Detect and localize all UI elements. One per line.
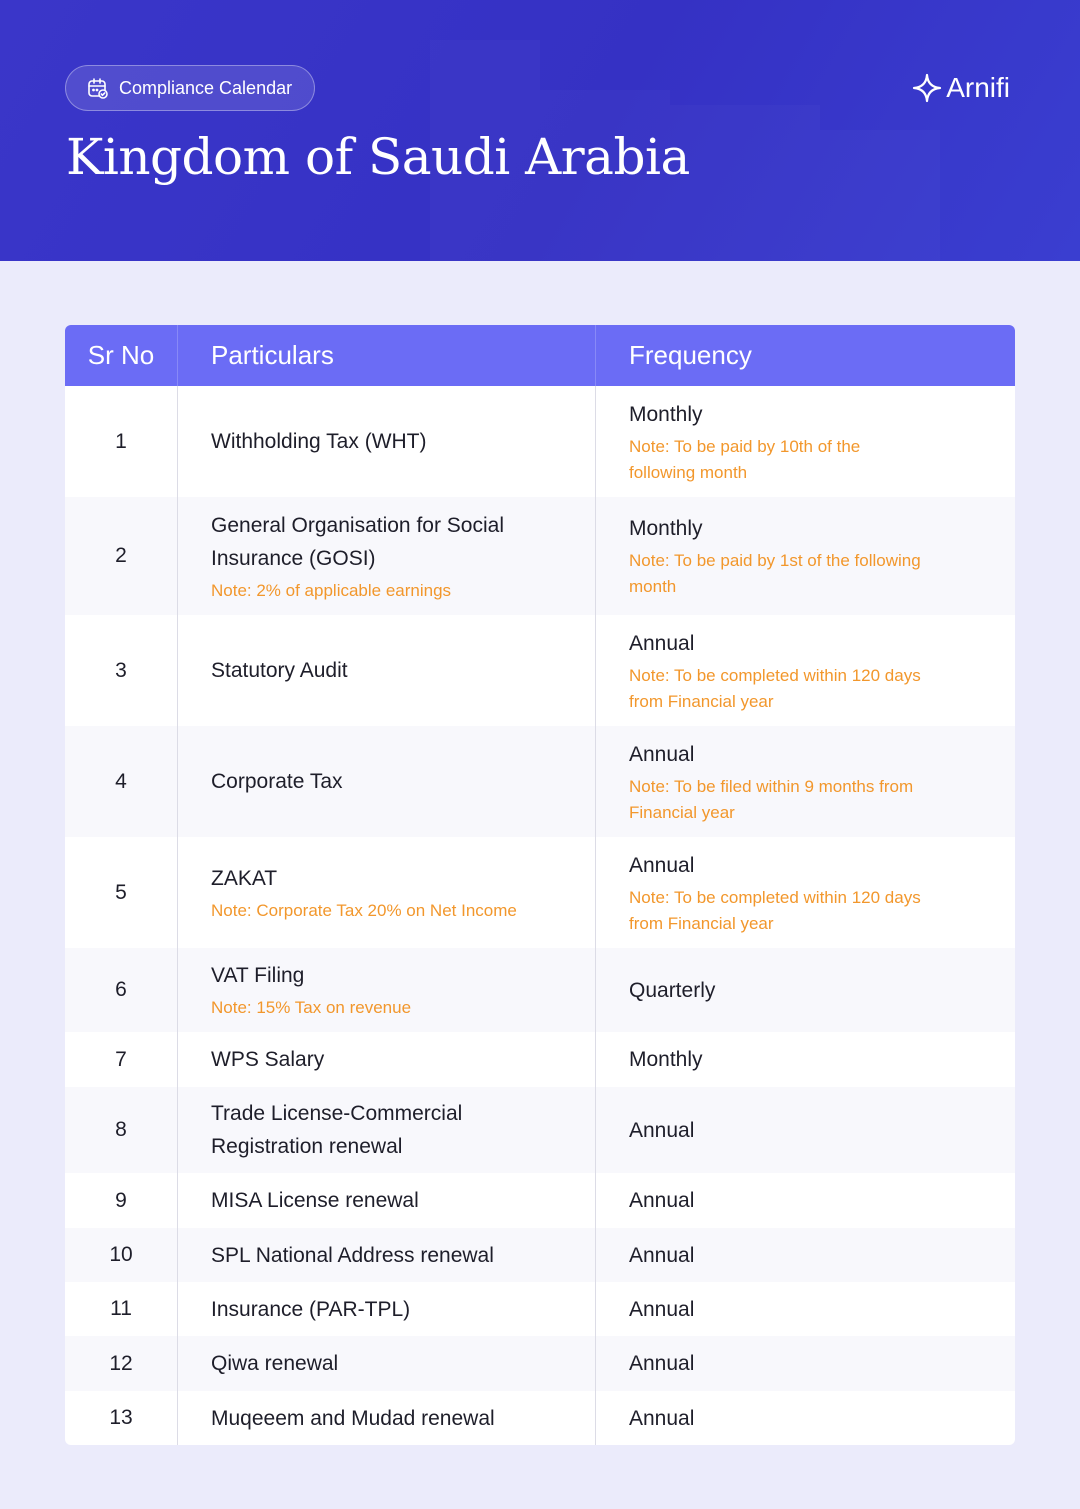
particulars-cell: [178, 1336, 596, 1391]
header-banner: [0, 0, 1080, 261]
brand-logo: [912, 70, 1010, 106]
frequency-text: Monthly: [629, 517, 703, 540]
table-body: [65, 386, 1015, 1445]
table-row: [65, 1173, 1015, 1228]
sr-no: 8: [115, 1118, 127, 1141]
frequency-cell: [596, 386, 1015, 497]
sr-no-cell: [65, 1032, 178, 1087]
column-header-sr-no: Sr No: [65, 325, 178, 386]
sr-no-cell: [65, 1228, 178, 1282]
frequency-note: Note: To be paid by 10th of the following month: [629, 436, 861, 482]
brand-name: Arnifi: [946, 72, 1010, 103]
sr-no: 9: [115, 1188, 127, 1212]
sr-no: 7: [115, 1047, 127, 1071]
frequency-note: Note: To be completed within 120 days from Financial year: [629, 665, 921, 711]
frequency-cell: [596, 1087, 1015, 1173]
calendar-icon: [86, 76, 110, 100]
diamond-star-icon: [912, 73, 942, 103]
page-title: Kingdom of Saudi Arabia: [66, 128, 690, 186]
particulars-cell: [178, 837, 596, 948]
frequency-note: Note: To be paid by 1st of the following month: [629, 551, 921, 596]
table-row: [65, 948, 1015, 1032]
frequency-cell: [596, 1032, 1015, 1087]
frequency-text: Annual: [629, 742, 695, 766]
particular-text: Qiwa renewal: [211, 1352, 339, 1375]
particular-text: Statutory Audit: [211, 659, 348, 682]
particulars-cell: [178, 948, 596, 1032]
sr-no-cell: [65, 837, 178, 948]
particulars-cell: [178, 1282, 596, 1336]
background-decoration: [820, 130, 940, 261]
particular-note: Note: 2% of applicable earnings: [211, 580, 452, 600]
particular-text: Insurance (PAR-TPL): [211, 1297, 411, 1321]
sr-no: 4: [115, 769, 127, 793]
sr-no-cell: [65, 497, 178, 615]
particulars-cell: [178, 726, 596, 837]
particulars-cell: [178, 386, 596, 497]
column-header-particulars: Particulars: [178, 325, 596, 386]
sr-no-cell: [65, 386, 178, 497]
table-row: [65, 1087, 1015, 1173]
frequency-cell: [596, 1228, 1015, 1282]
particulars-cell: [178, 615, 596, 726]
table-row: [65, 1391, 1015, 1445]
table-row: [65, 615, 1015, 726]
frequency-text: Annual: [629, 631, 695, 655]
frequency-text: Annual: [629, 1406, 695, 1430]
table-row: [65, 497, 1015, 615]
particular-text: ZAKAT: [211, 866, 278, 890]
sr-no-cell: [65, 1282, 178, 1336]
particular-text: Corporate Tax: [211, 770, 343, 793]
frequency-cell: [596, 948, 1015, 1032]
sr-no-cell: [65, 726, 178, 837]
table-row: [65, 726, 1015, 837]
sr-no-cell: [65, 1087, 178, 1173]
table-row: [65, 837, 1015, 948]
particulars-cell: [178, 497, 596, 615]
particulars-cell: [178, 1032, 596, 1087]
compliance-calendar-badge: [65, 65, 315, 111]
sr-no: 1: [115, 429, 127, 453]
frequency-cell: [596, 837, 1015, 948]
particulars-cell: [178, 1228, 596, 1282]
particular-text: General Organisation for Social Insurance (GOSI): [211, 513, 504, 570]
frequency-note: Note: To be filed within 9 months from Financial year: [629, 776, 914, 822]
frequency-text: Annual: [629, 1243, 695, 1267]
particular-text: Muqeeem and Mudad renewal: [211, 1406, 495, 1430]
frequency-cell: [596, 615, 1015, 726]
sr-no-cell: [65, 948, 178, 1032]
sr-no: 10: [109, 1243, 133, 1266]
particular-text: WPS Salary: [211, 1048, 325, 1071]
sr-no: 3: [115, 658, 127, 682]
frequency-text: Annual: [629, 1118, 695, 1142]
frequency-cell: [596, 497, 1015, 615]
column-header-frequency: Frequency: [629, 340, 752, 370]
sr-no-cell: [65, 615, 178, 726]
frequency-text: Monthly: [629, 1048, 703, 1071]
background-decoration: [670, 105, 820, 261]
table-header: [65, 325, 1015, 386]
particular-text: MISA License renewal: [211, 1189, 419, 1212]
frequency-cell: [596, 1282, 1015, 1336]
table-row: [65, 1032, 1015, 1087]
sr-no: 12: [109, 1351, 133, 1375]
frequency-text: Annual: [629, 853, 695, 877]
sr-no: 11: [110, 1297, 132, 1320]
particular-text: Trade License-Commercial Registration renewal: [211, 1102, 463, 1158]
particular-note: Note: 15% Tax on revenue: [211, 998, 412, 1017]
frequency-text: Annual: [629, 1352, 695, 1375]
frequency-cell: [596, 1336, 1015, 1391]
frequency-cell: [596, 1391, 1015, 1445]
particular-text: Withholding Tax (WHT): [211, 430, 427, 453]
sr-no: 2: [115, 544, 127, 567]
particulars-cell: [178, 1173, 596, 1228]
particular-text: SPL National Address renewal: [211, 1243, 494, 1267]
frequency-note: Note: To be completed within 120 days from Financial year: [629, 887, 921, 933]
sr-no-cell: [65, 1173, 178, 1228]
frequency-text: Annual: [629, 1297, 695, 1321]
sr-no: 5: [115, 880, 127, 904]
particular-text: VAT Filing: [211, 964, 305, 987]
frequency-cell: [596, 726, 1015, 837]
frequency-cell: [596, 1173, 1015, 1228]
table-row: [65, 1336, 1015, 1391]
table-row: [65, 386, 1015, 497]
particular-note: Note: Corporate Tax 20% on Net Income: [211, 900, 517, 920]
compliance-table: [65, 325, 1015, 1445]
badge-label: Compliance Calendar: [119, 77, 293, 98]
frequency-text: Quarterly: [629, 978, 716, 1002]
frequency-text: Annual: [629, 1189, 695, 1212]
sr-no-cell: [65, 1391, 178, 1445]
sr-no: 13: [109, 1406, 133, 1429]
particulars-cell: [178, 1087, 596, 1173]
sr-no: 6: [115, 978, 127, 1001]
table-row: [65, 1282, 1015, 1336]
particulars-cell: [178, 1391, 596, 1445]
table-row: [65, 1228, 1015, 1282]
sr-no-cell: [65, 1336, 178, 1391]
frequency-text: Monthly: [629, 402, 703, 426]
